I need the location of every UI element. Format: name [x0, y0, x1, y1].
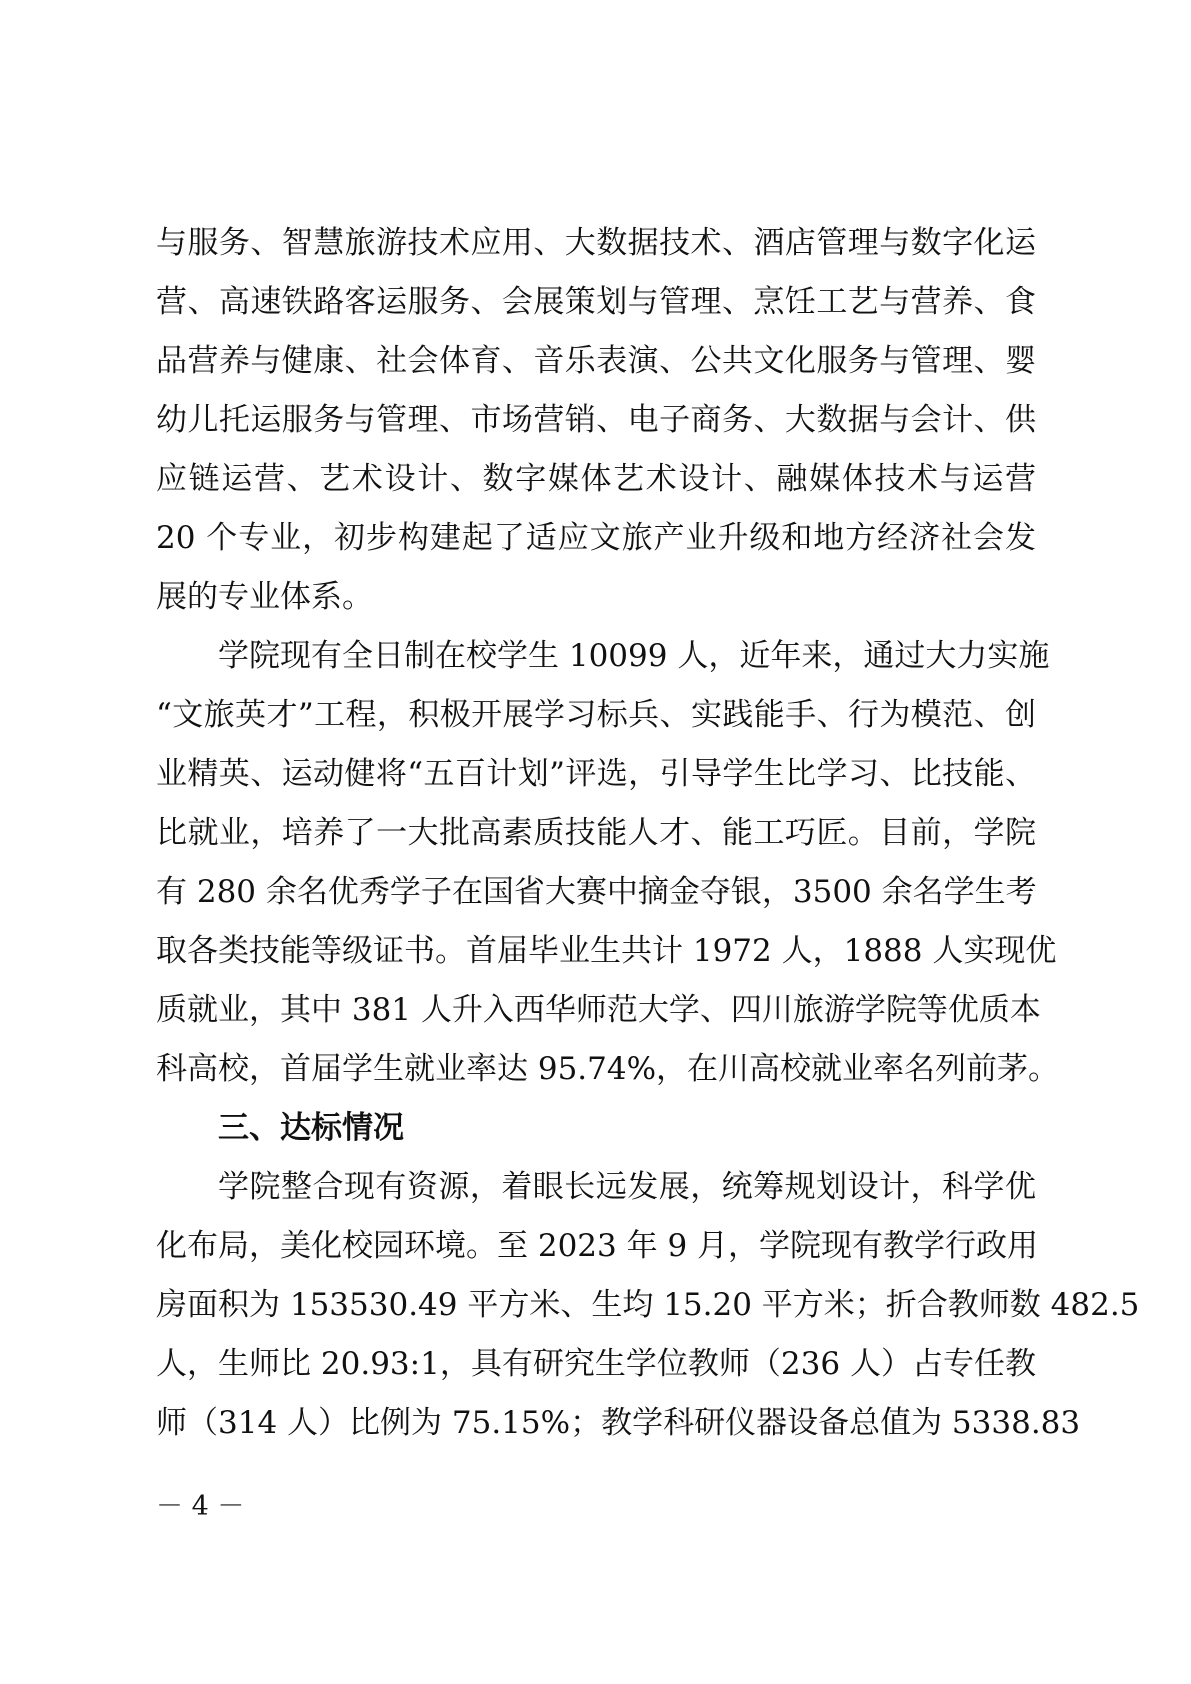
text-line: 比就业，培养了一大批高素质技能人才、能工巧匠。目前，学院: [156, 815, 1036, 851]
text-line: 学院整合现有资源，着眼长远发展，统筹规划设计，科学优: [218, 1169, 1036, 1205]
text-line: 20 个专业，初步构建起了适应文旅产业升级和地方经济社会发: [156, 520, 1036, 556]
page-body: [156, 214, 1140, 1453]
text-line: 取各类技能等级证书。首届毕业生共计 1972 人，1888 人实现优: [156, 933, 1057, 969]
text-line: 师（314 人）比例为 75.15%；教学科研仪器设备总值为 5338.83: [156, 1405, 1081, 1441]
page-number: － 4 －: [156, 1491, 245, 1522]
text-line: 质就业，其中 381 人升入西华师范大学、四川旅游学院等优质本: [156, 992, 1041, 1028]
text-line: 房面积为 153530.49 平方米、生均 15.20 平方米；折合教师数 482.5: [156, 1287, 1140, 1323]
text-line: 与服务、智慧旅游技术应用、大数据技术、酒店管理与数字化运: [156, 225, 1036, 261]
paragraph-compliance: [156, 1158, 1140, 1453]
text-line: 科高校，首届学生就业率达 95.74%，在川高校就业率名列前茅。: [156, 1051, 1060, 1087]
text-line: “文旅英才”工程，积极开展学习标兵、实践能手、行为模范、创: [156, 697, 1036, 733]
section-heading: 三、达标情况: [218, 1110, 404, 1146]
text-line: 幼儿托运服务与管理、市场营销、电子商务、大数据与会计、供: [156, 402, 1036, 438]
text-line: 人，生师比 20.93:1，具有研究生学位教师（236 人）占专任教: [156, 1346, 1036, 1382]
paragraph-students: [156, 627, 1060, 1099]
text-line: 有 280 余名优秀学子在国省大赛中摘金夺银，3500 余名学生考: [156, 874, 1037, 910]
text-line: 化布局，美化校园环境。至 2023 年 9 月，学院现有教学行政用: [156, 1228, 1039, 1264]
paragraph-majors: [156, 214, 1036, 627]
text-line: 业精英、运动健将“五百计划”评选，引导学生比学习、比技能、: [156, 756, 1036, 792]
text-line: 营、高速铁路客运服务、会展策划与管理、烹饪工艺与营养、食: [156, 284, 1036, 320]
text-line: 应链运营、艺术设计、数字媒体艺术设计、融媒体技术与运营: [156, 461, 1036, 497]
text-line: 品营养与健康、社会体育、音乐表演、公共文化服务与管理、婴: [156, 343, 1036, 379]
text-line: 学院现有全日制在校学生 10099 人，近年来，通过大力实施: [218, 638, 1050, 674]
text-line: 展的专业体系。: [156, 579, 373, 615]
